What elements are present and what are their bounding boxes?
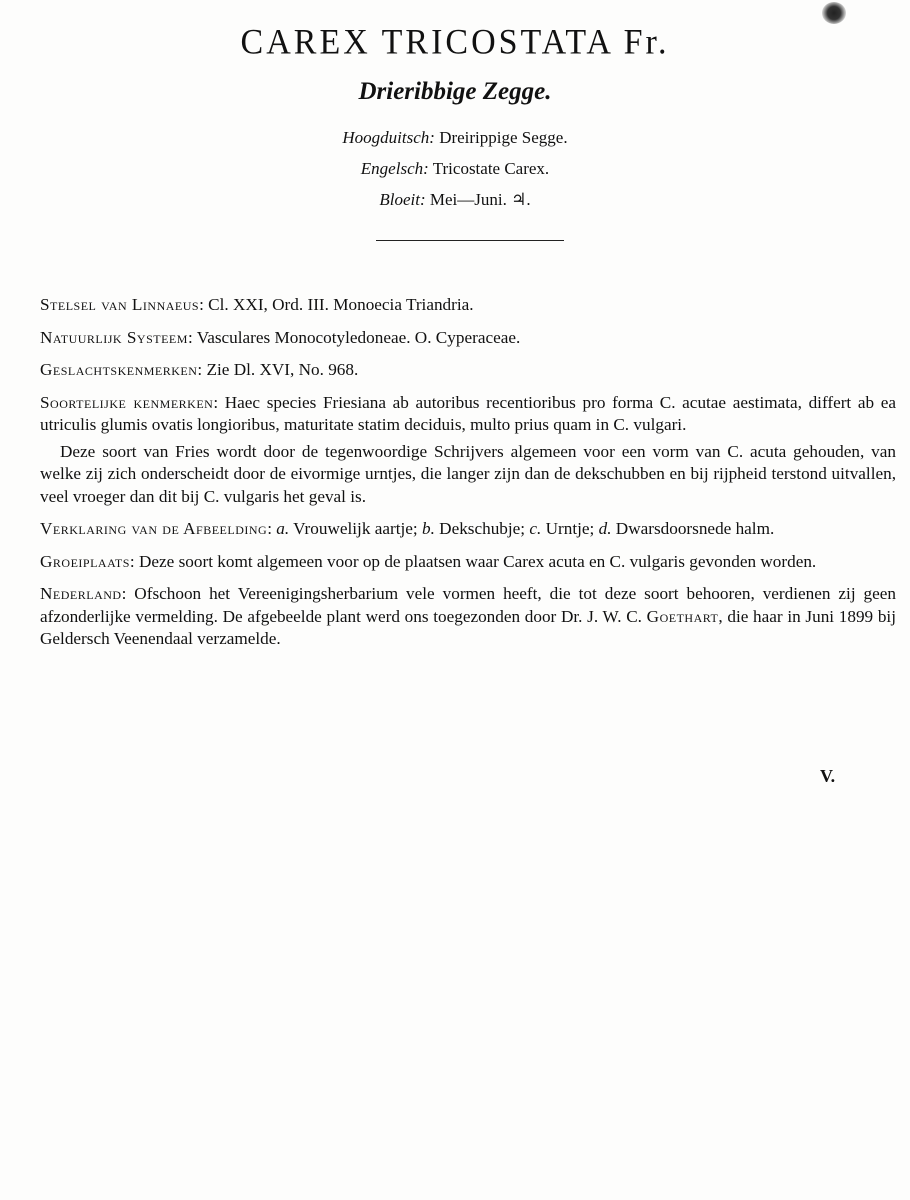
section-linnaeus (40, 294, 896, 317)
page-subtitle: Drieribbige Zegge. (358, 78, 552, 105)
section-figure-label: Verklaring van de Afbeelding (40, 519, 268, 538)
name-german (0, 122, 910, 153)
figure-key-d: d. (598, 519, 612, 538)
collector-name: Goethart (646, 606, 719, 626)
section-habitat (40, 551, 896, 574)
figure-key-c: c. (529, 519, 542, 538)
section-genus-label: Geslachtskenmerken (40, 360, 198, 379)
name-german-value: Dreirippige Segge. (434, 128, 568, 147)
name-flowering-label: Bloeit: (379, 190, 426, 209)
section-species (40, 392, 896, 437)
name-english-value: Tricostate Carex. (428, 159, 550, 178)
divider-rule (376, 240, 564, 241)
common-names (0, 122, 910, 215)
name-english-label: Engelsch: (360, 159, 429, 178)
section-linnaeus-text: : Cl. XXI, Ord. III. Monoecia Triandria. (199, 295, 474, 314)
section-figure-explanation (40, 518, 896, 541)
figure-key-a: a. (276, 519, 290, 538)
name-flowering-value: Mei—Juni. ♃. (425, 190, 531, 209)
section-species-label: Soortelijke kenmerken (40, 392, 214, 412)
figure-text-a: Vrouwelijk aartje; (289, 519, 422, 538)
section-netherlands-text-1: : Ofschoon het Vereenigingsherbarium vele vormen heeft, die tot deze soort behooren, verdienen zij geen afzonderlijke vermelding. De afgebeelde plant werd ons toegezonden door Dr. J. W. C. (40, 584, 896, 626)
section-natural-system (40, 327, 896, 350)
section-habitat-label: Groeiplaats (40, 551, 130, 571)
author-signature: V. (820, 766, 836, 786)
figure-text-b: Dekschubje; (434, 519, 530, 538)
section-species-text: : Haec species Friesiana ab autoribus recentioribus pro forma C. acutae aestimata, differt ab ea utriculis glumis ovatis longioribus, maturitate statim deciduis, multo prius quam in C. vulgari. (40, 392, 896, 434)
ink-speck (822, 2, 846, 24)
body-text (40, 294, 896, 661)
page-title: CAREX TRICOSTATA Fr. (240, 23, 670, 62)
section-genus-text: : Zie Dl. XVI, No. 968. (197, 360, 359, 379)
section-netherlands-text-2: , die haar in Juni 1899 bij Geldersch Veenendaal verzamelde. (40, 606, 896, 648)
section-genus (40, 359, 896, 382)
figure-text-d: Dwarsdoorsnede halm. (611, 519, 775, 538)
figure-text-c: Urntje; (541, 519, 599, 538)
section-netherlands (40, 583, 896, 651)
name-english (0, 153, 910, 184)
section-species-dutch: Deze soort van Fries wordt door de tegenwoordige Schrijvers algemeen voor een vorm van C. acuta gehouden, van welke zij zich onderscheidt door de eivormige urntjes, die langer zijn dan de dekschubben en bij rijpheid terstond uitvallen, veel vroeger dan dit bij C. vulgaris het geval is. (40, 441, 896, 506)
section-figure-sep: : (267, 519, 277, 538)
figure-key-b: b. (421, 519, 435, 538)
section-linnaeus-label: Stelsel van Linnaeus (40, 295, 200, 314)
name-german-label: Hoogduitsch: (342, 128, 435, 147)
section-netherlands-label: Nederland (40, 584, 122, 603)
section-natural-label: Natuurlijk Systeem (40, 327, 188, 347)
name-flowering (0, 184, 910, 215)
section-natural-text: : Vasculares Monocotyledoneae. O. Cyperaceae. (187, 327, 521, 347)
section-habitat-text: : Deze soort komt algemeen voor op de plaatsen waar Carex acuta en C. vulgaris gevonden worden. (129, 551, 817, 571)
